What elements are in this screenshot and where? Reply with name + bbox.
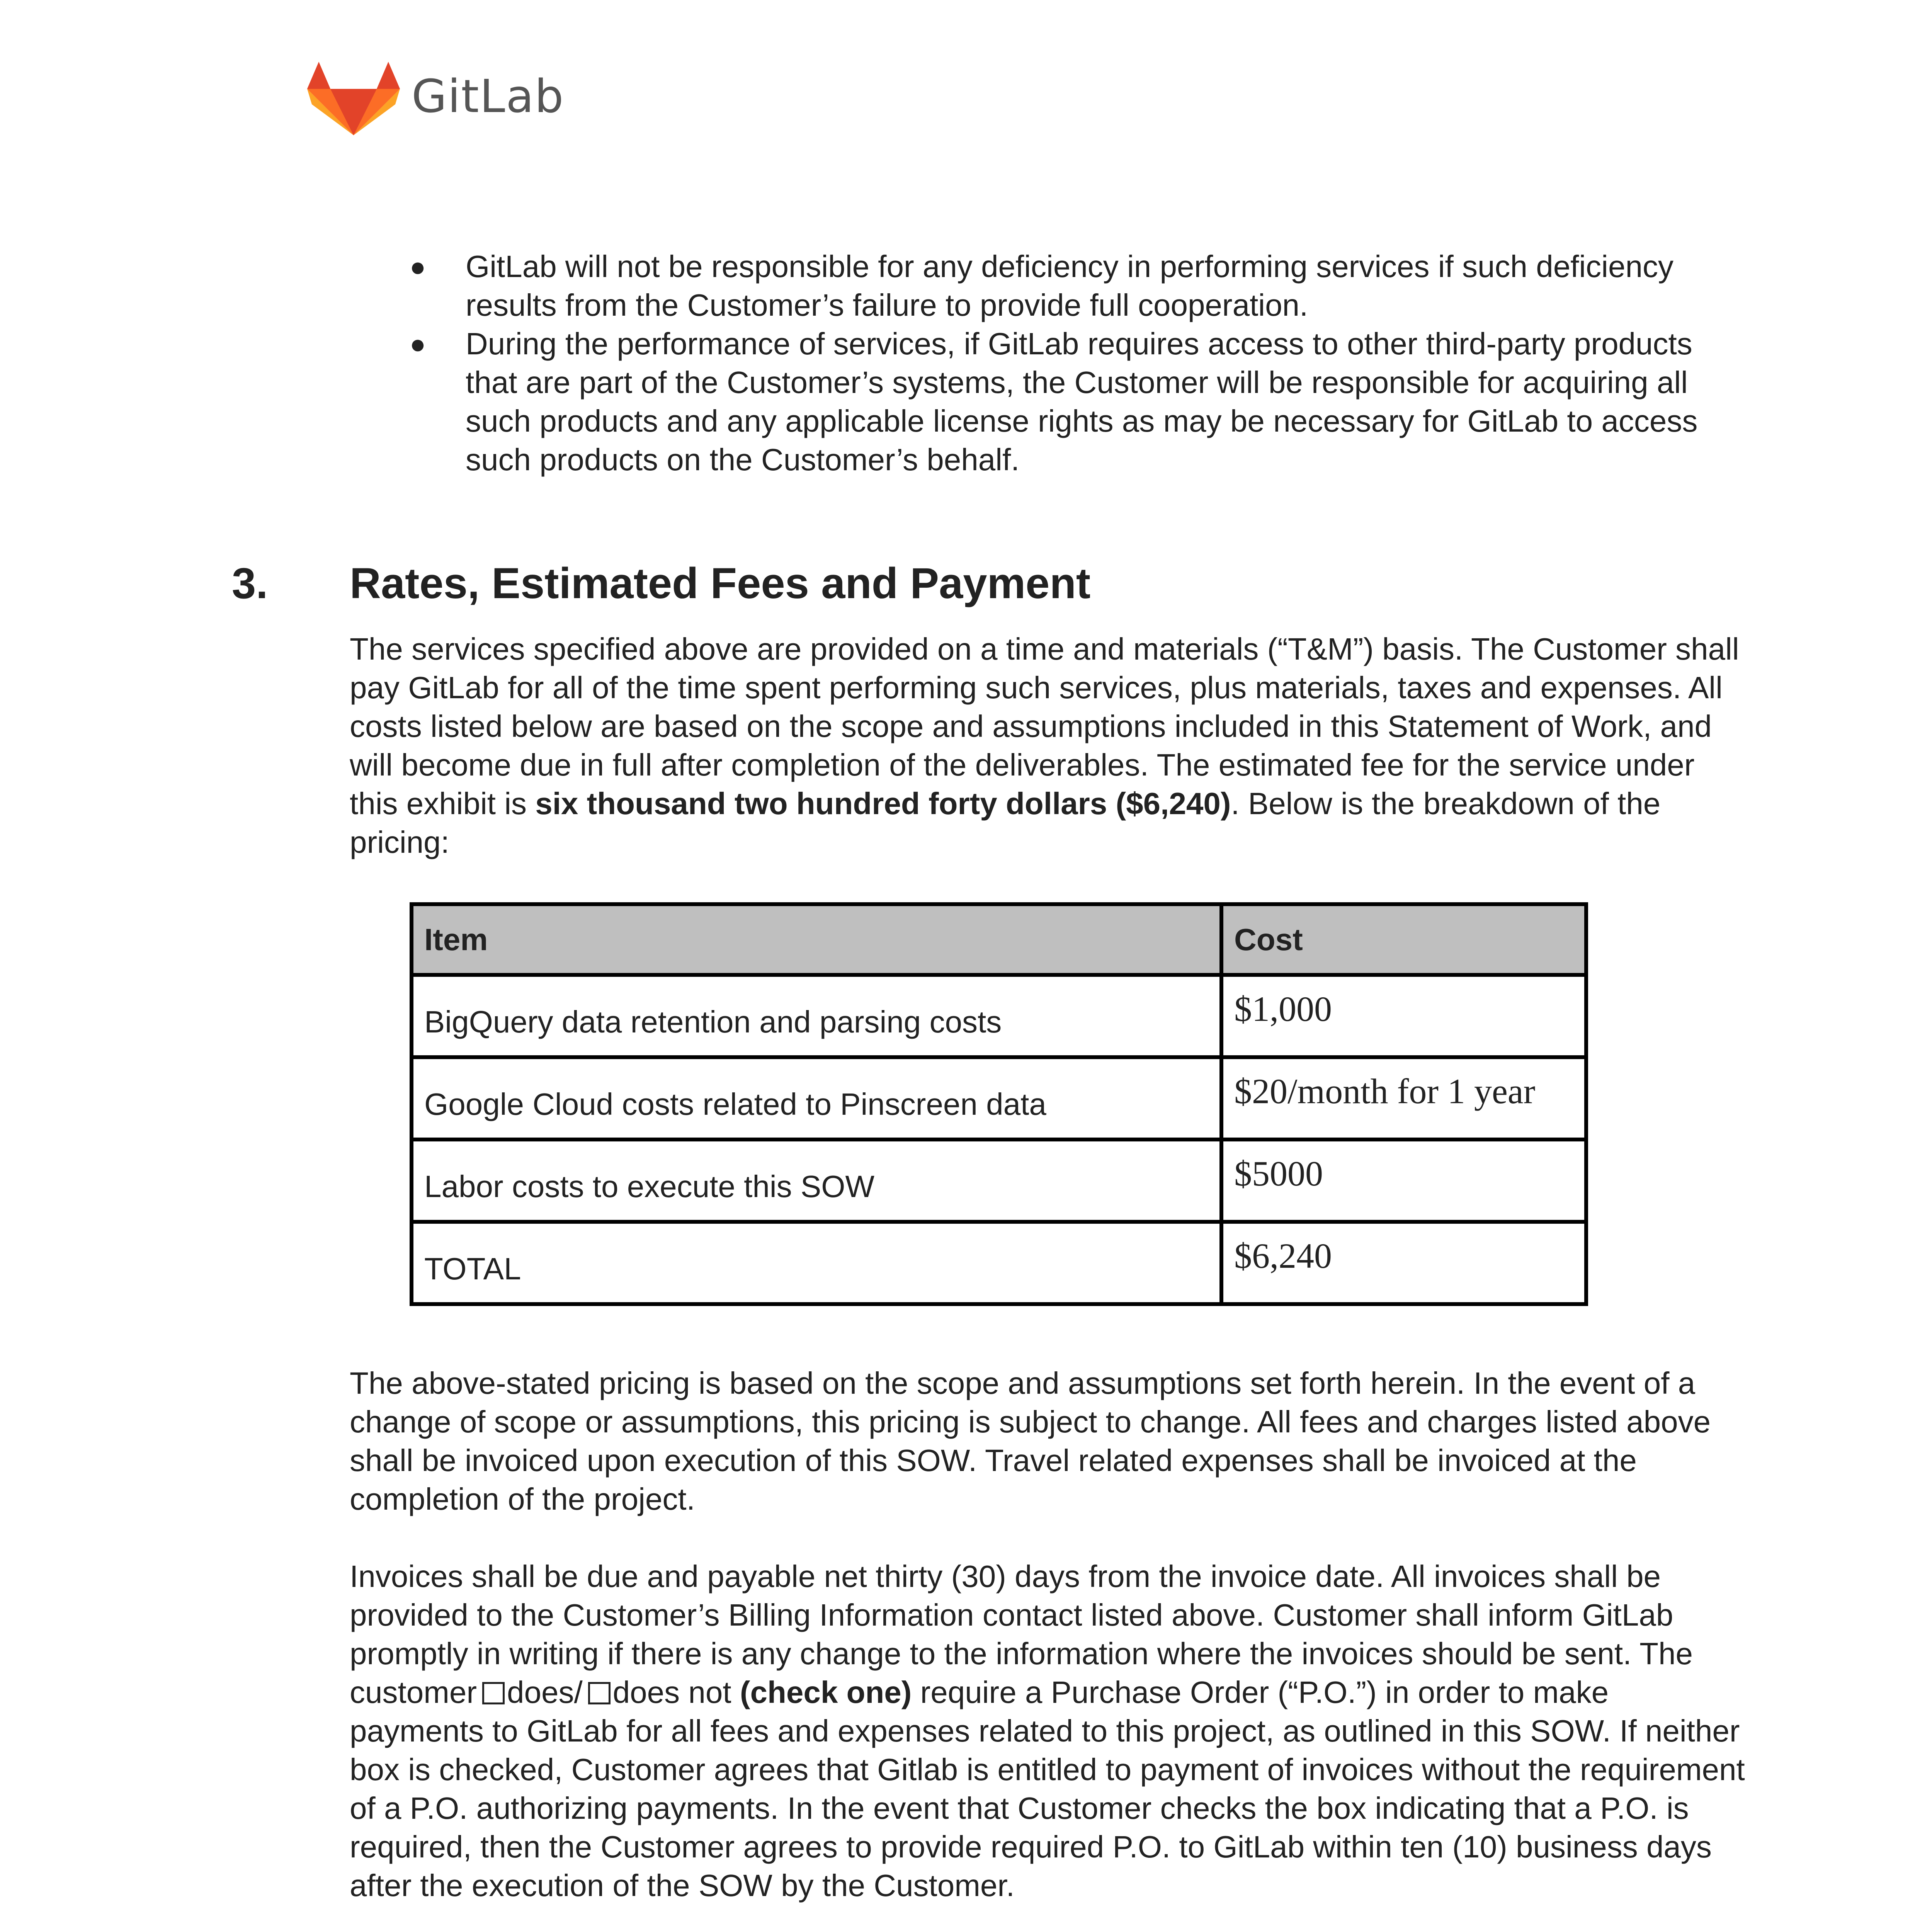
item-cell: BigQuery data retention and parsing costs — [412, 975, 1221, 1057]
invoices-text-end: require a Purchase Order (“P.O.”) in order to make payments to GitLab for all fees and expenses related to this project, as outlined in this SOW. If neither box is checked, Customer agrees that Gitlab is entitled to payment of invoices without the requirement of a P.O. authorizing payments. In the event that Customer checks the box indicating that a P.O. is required, then the Customer agrees to provide required P.O. to GitLab within ten (10) business days after the execution of the SOW by the Customer. — [350, 1675, 1745, 1903]
item-cell: Labor costs to execute this SOW — [412, 1139, 1221, 1222]
invoices-text: Invoices shall be due and payable net thirty (30) days from the invoice date. All invoices shall be provided to the Customer’s Billing Information contact listed above. Customer shall inform GitLab promptly in writing if there is any change to the information where the invoices should be sent. The customer — [350, 1559, 1693, 1709]
cost-cell: $5000 — [1221, 1139, 1586, 1222]
cost-cell: $20/month for 1 year — [1221, 1057, 1586, 1139]
intro-paragraph — [350, 630, 1748, 862]
section-title: Rates, Estimated Fees and Payment — [350, 559, 1091, 607]
bullet-list — [350, 247, 1748, 479]
section-number: 3. — [232, 559, 268, 607]
gitlab-logo — [307, 62, 570, 139]
does-checkbox[interactable] — [482, 1682, 505, 1704]
pricing-paragraph: The above-stated pricing is based on the scope and assumptions set forth herein. In the event of a change of scope or assumptions, this pricing is subject to change. All fees and charges listed above shall be invoiced upon execution of this SOW. Travel related expenses shall be invoiced at the completion of the project. — [350, 1366, 1711, 1516]
table-row — [412, 1139, 1586, 1222]
pricing-table — [410, 902, 1588, 1306]
item-cell: Google Cloud costs related to Pinscreen data — [412, 1057, 1221, 1139]
table-header-row — [412, 904, 1586, 975]
intro-text-end: . Below is the breakdown of the pricing: — [350, 786, 1661, 859]
check-one-label: (check one) — [740, 1675, 912, 1709]
column-header-cost: Cost — [1221, 904, 1586, 975]
bullet-icon: ● — [410, 329, 426, 359]
bullet-list-container — [350, 247, 1748, 479]
table-row-total — [412, 1222, 1586, 1304]
invoices-paragraph — [350, 1557, 1748, 1905]
does-label: does/ — [507, 1675, 583, 1709]
does-not-checkbox[interactable] — [588, 1682, 611, 1704]
does-not-label: does not — [612, 1675, 731, 1709]
table-row — [412, 975, 1586, 1057]
item-cell: TOTAL — [412, 1222, 1221, 1304]
intro-text: The services specified above are provided on a time and materials (“T&M”) basis. The Customer shall pay GitLab for all of the time spent performing such services, plus materials, taxes and expenses. All costs listed below are based on the scope and assumptions included in this Statement of Work, and will become due in full after completion of the deliverables. The estimated fee for the service under this exhibit is — [350, 632, 1739, 821]
cost-cell: $6,240 — [1221, 1222, 1586, 1304]
bullet-text: During the performance of services, if GitLab requires access to other third-party products that are part of the Customer’s systems, the Customer will be responsible for acquiring all such products and any applicable license rights as may be necessary for GitLab to access such products on the Customer’s behalf. — [466, 327, 1698, 477]
cost-cell: $1,000 — [1221, 975, 1586, 1057]
estimated-fee-total: six thousand two hundred forty dollars ($6,240) — [535, 786, 1231, 821]
logo-wordmark: GitLab — [412, 70, 565, 123]
list-item — [410, 325, 1748, 479]
bullet-icon: ● — [410, 252, 426, 282]
table-row — [412, 1057, 1586, 1139]
column-header-item: Item — [412, 904, 1221, 975]
bullet-text: GitLab will not be responsible for any deficiency in performing services if such deficiency results from the Customer’s failure to provide full cooperation. — [466, 249, 1673, 322]
list-item — [410, 247, 1748, 325]
gitlab-tanuki-icon — [307, 62, 400, 139]
